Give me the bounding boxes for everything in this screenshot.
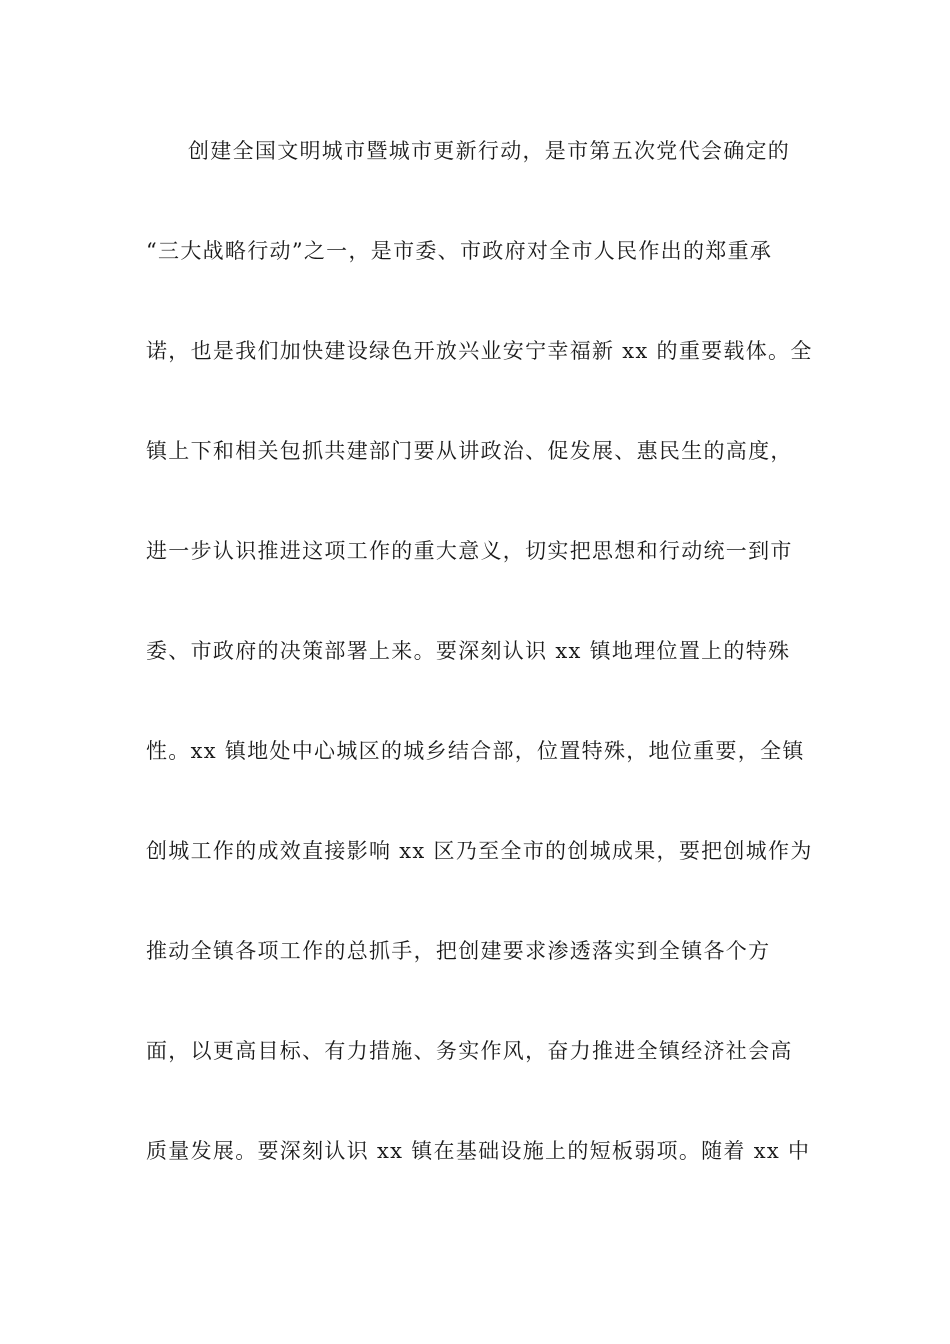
- text-line: 镇上下和相关包抓共建部门要从讲政治、促发展、惠民生的高度，: [146, 439, 793, 463]
- text-line: 创建全国文明城市暨城市更新行动，是市第五次党代会确定的: [188, 139, 791, 163]
- text-line: 质量发展。要深刻认识 xx 镇在基础设施上的短板弱项。随着 xx 中: [146, 1139, 811, 1163]
- text-line: 推动全镇各项工作的总抓手，把创建要求渗透落实到全镇各个方: [146, 939, 771, 963]
- text-line: 性。xx 镇地处中心城区的城乡结合部，位置特殊，地位重要，全镇: [146, 739, 805, 763]
- text-line: 进一步认识推进这项工作的重大意义，切实把思想和行动统一到市: [146, 539, 793, 563]
- text-line: 诺，也是我们加快建设绿色开放兴业安宁幸福新 xx 的重要载体。全: [146, 339, 813, 363]
- text-line: 创城工作的成效直接影响 xx 区乃至全市的创城成果，要把创城作为: [146, 839, 813, 863]
- text-line: 委、市政府的决策部署上来。要深刻认识 xx 镇地理位置上的特殊: [146, 639, 791, 663]
- text-line: “三大战略行动”之一，是市委、市政府对全市人民作出的郑重承: [146, 239, 773, 263]
- body-paragraph: [146, 126, 813, 1226]
- text-line: 面，以更高目标、有力措施、务实作风，奋力推进全镇经济社会高: [146, 1039, 793, 1063]
